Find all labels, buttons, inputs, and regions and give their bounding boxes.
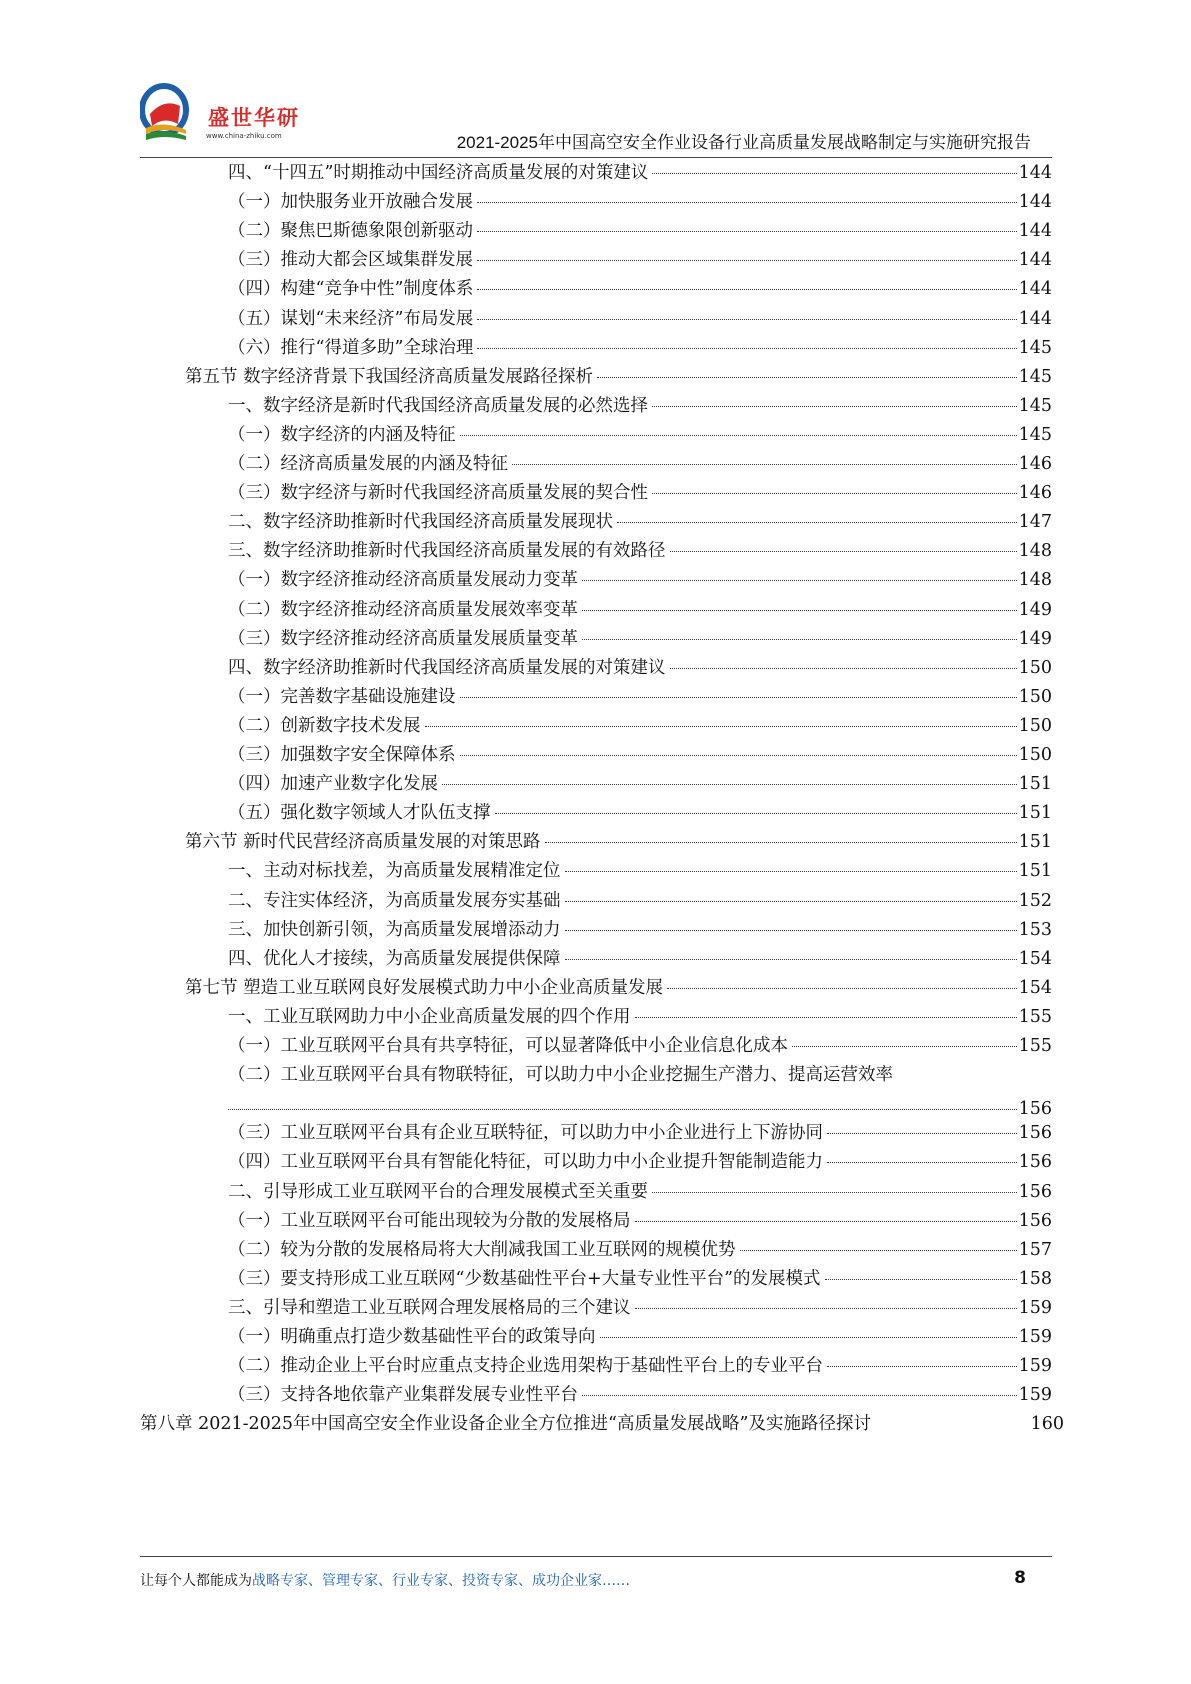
- toc-leader-dots: [477, 348, 1016, 349]
- toc-entry-page: 145: [1018, 337, 1052, 358]
- toc-leader-dots: [652, 493, 1017, 494]
- toc-entry-title: （一）数字经济推动经济高质量发展动力变革: [228, 570, 578, 591]
- toc-leader-dots: [617, 522, 1017, 523]
- toc-entry-page: 156: [1018, 1099, 1052, 1120]
- toc-entry-title: 一、工业互联网助力中小企业高质量发展的四个作用: [228, 1006, 631, 1027]
- toc-entry-title: 二、引导形成工业互联网平台的合理发展模式至关重要: [228, 1181, 648, 1202]
- toc-entry[interactable]: [140, 1412, 1064, 1436]
- toc-entry[interactable]: [228, 1354, 1052, 1378]
- toc-entry-title: 第七节 塑造工业互联网良好发展模式助力中小企业高质量发展: [185, 977, 664, 998]
- toc-leader-dots: [565, 959, 1017, 960]
- toc-entry-page: 147: [1018, 512, 1052, 533]
- toc-entry[interactable]: [228, 161, 1052, 185]
- toc-leader-dots: [635, 1221, 1017, 1222]
- toc-entry[interactable]: [228, 277, 1052, 301]
- logo-name: 盛世华研: [208, 106, 300, 130]
- toc-leader-dots: [565, 871, 1017, 872]
- toc-entry-title: 二、专注实体经济，为高质量发展夯实基础: [228, 890, 561, 911]
- toc-entry-title: （二）经济高质量发展的内涵及特征: [228, 454, 508, 474]
- toc-entry-page: 154: [1018, 977, 1052, 998]
- toc-entry[interactable]: [228, 772, 1052, 796]
- toc-entry-page: 157: [1018, 1239, 1052, 1260]
- toc-entry-title: 二、数字经济助推新时代我国经济高质量发展现状: [228, 512, 613, 533]
- toc-entry-title: 第五节 数字经济背景下我国经济高质量发展路径探析: [185, 366, 594, 387]
- toc-entry[interactable]: [185, 830, 1052, 854]
- toc-entry-title: （四）构建“竞争中性”制度体系: [228, 279, 474, 300]
- toc-leader-dots: [740, 1250, 1017, 1251]
- toc-entry-title: （二）聚焦巴斯德象限创新驱动: [228, 221, 473, 242]
- toc-entry[interactable]: [185, 365, 1052, 389]
- toc-entry-page: 145: [1018, 366, 1052, 387]
- toc-entry[interactable]: [228, 1238, 1052, 1262]
- toc-entry-page: 146: [1018, 454, 1052, 474]
- toc-leader-dots: [827, 1133, 1017, 1134]
- toc-leader-dots: [565, 901, 1017, 902]
- toc-entry-page: 151: [1018, 774, 1052, 795]
- toc-entry-title: （二）推动企业上平台时应重点支持企业选用架构于基础性平台上的专业平台: [228, 1356, 823, 1377]
- toc-entry[interactable]: [228, 1034, 1052, 1058]
- toc-entry[interactable]: [228, 656, 1052, 680]
- toc-entry-page: 151: [1018, 861, 1052, 882]
- toc-entry-page: 149: [1018, 599, 1052, 620]
- toc-entry-title: （一）数字经济的内涵及特征: [228, 424, 456, 445]
- toc-entry[interactable]: [228, 336, 1052, 360]
- toc-leader-dots: [477, 202, 1017, 203]
- toc-entry-title: 四、数字经济助推新时代我国经济高质量发展的对策建议: [228, 657, 666, 678]
- toc-entry-page: 155: [1018, 1006, 1052, 1027]
- report-title: 2021-2025年中国高空安全作业设备行业高质量发展战略制定与实施研究报告: [456, 133, 1031, 152]
- toc-entry[interactable]: [228, 190, 1052, 214]
- toc-entry-title: （二）数字经济推动经济高质量发展效率变革: [228, 599, 578, 620]
- toc-leader-dots: [827, 1366, 1017, 1367]
- toc-entry-title: 三、数字经济助推新时代我国经济高质量发展的有效路径: [228, 541, 666, 562]
- toc-leader-dots: [460, 697, 1017, 698]
- footer-divider: [140, 1556, 1052, 1557]
- toc-entry-page: 151: [1018, 832, 1052, 853]
- toc-entry-page: 148: [1018, 570, 1052, 591]
- toc-entry[interactable]: [228, 248, 1052, 272]
- toc-entry-page: 148: [1018, 541, 1052, 562]
- toc-entry[interactable]: [228, 394, 1052, 418]
- toc-entry-title: （二）工业互联网平台具有物联特征，可以助力中小企业挖掘生产潜力、提高运营效率: [228, 1065, 893, 1086]
- toc-entry-page: 144: [1018, 163, 1052, 183]
- toc-entry-page: 145: [1018, 424, 1052, 445]
- toc-entry-page: 149: [1018, 628, 1052, 649]
- toc-leader-dots: [425, 726, 1017, 727]
- toc-leader-dots: [667, 988, 1017, 989]
- toc-entry-title: （三）数字经济与新时代我国经济高质量发展的契合性: [228, 483, 648, 504]
- toc-entry[interactable]: [228, 1121, 1052, 1145]
- toc-leader-dots: [652, 406, 1017, 407]
- toc-entry-page: 150: [1018, 715, 1052, 736]
- toc-entry-page: 150: [1018, 686, 1052, 707]
- toc-entry-page: 153: [1018, 919, 1052, 940]
- toc-entry[interactable]: [228, 510, 1052, 534]
- toc-entry-title: 一、主动对标找差，为高质量发展精准定位: [228, 861, 561, 882]
- toc-leader-dots: [495, 813, 1017, 814]
- toc-entry-page: 156: [1018, 1181, 1052, 1202]
- toc-entry[interactable]: [228, 423, 1052, 447]
- toc-leader-dots: [825, 1279, 1017, 1280]
- toc-entry-title: （一）完善数字基础设施建设: [228, 686, 456, 707]
- toc-entry-page: 150: [1018, 657, 1052, 678]
- toc-leader-dots: [228, 1109, 1017, 1110]
- toc-leader-dots: [635, 1308, 1017, 1309]
- toc-entry-page: 159: [1018, 1297, 1052, 1318]
- toc-entry-title: （三）支持各地依靠产业集群发展专业性平台: [228, 1385, 578, 1406]
- toc-entry[interactable]: [228, 743, 1052, 767]
- toc-entry[interactable]: [228, 307, 1052, 331]
- toc-entry-title: （一）工业互联网平台可能出现较为分散的发展格局: [228, 1210, 631, 1231]
- toc-leader-dots: [460, 755, 1017, 756]
- toc-entry[interactable]: [228, 714, 1052, 738]
- toc-leader-dots: [582, 580, 1017, 581]
- toc-entry[interactable]: [228, 1267, 1052, 1291]
- toc-entry-title: （二）创新数字技术发展: [228, 715, 421, 736]
- toc-entry-page: 144: [1018, 279, 1052, 300]
- toc-entry-page: 156: [1018, 1123, 1052, 1144]
- toc-leader-dots: [597, 377, 1017, 378]
- toc-entry[interactable]: [228, 1209, 1052, 1233]
- toc-entry-title: 四、“十四五”时期推动中国经济高质量发展的对策建议: [228, 163, 649, 183]
- toc-leader-dots: [477, 319, 1016, 320]
- toc-leader-dots: [460, 435, 1017, 436]
- toc-entry-title: （一）明确重点打造少数基础性平台的政策导向: [228, 1327, 596, 1347]
- toc-entry-title: （一）加快服务业开放融合发展: [228, 192, 473, 213]
- toc-leader-dots: [565, 930, 1017, 931]
- toc-entry-title: （五）强化数字领域人才队伍支撑: [228, 803, 491, 824]
- toc-entry[interactable]: [228, 598, 1052, 622]
- toc-entry-title: 三、加快创新引领，为高质量发展增添动力: [228, 919, 561, 940]
- toc-leader-dots: [582, 610, 1017, 611]
- toc-leader-dots: [652, 173, 1016, 174]
- toc-entry[interactable]: [228, 889, 1052, 913]
- toc-entry[interactable]: [228, 219, 1052, 243]
- page-header: [0, 0, 1191, 160]
- toc-leader-dots: [477, 260, 1017, 261]
- toc-entry-title: 第六节 新时代民营经济高质量发展的对策思路: [185, 832, 541, 853]
- toc-leader-dots: [792, 1046, 1017, 1047]
- toc-entry-page: 156: [1018, 1210, 1052, 1231]
- toc-leader-dots: [670, 668, 1017, 669]
- toc-entry[interactable]: [228, 947, 1052, 971]
- page-footer: [140, 1570, 1052, 1594]
- toc-entry-title: （四）工业互联网平台具有智能化特征，可以助力中小企业提升智能制造能力: [228, 1152, 823, 1173]
- toc-entry-page: 146: [1018, 483, 1052, 504]
- toc-entry-page: 159: [1018, 1385, 1052, 1406]
- toc-leader-dots: [582, 1395, 1017, 1396]
- toc-leader-dots: [512, 464, 1017, 465]
- toc-entry-page: 145: [1018, 395, 1052, 416]
- toc-entry[interactable]: [228, 1063, 1052, 1121]
- toc-entry[interactable]: [228, 1383, 1052, 1407]
- toc-entry[interactable]: [228, 1296, 1052, 1320]
- toc-entry-title: （三）推动大都会区域集群发展: [228, 250, 473, 271]
- toc-entry-title: （四）加速产业数字化发展: [228, 774, 438, 795]
- toc-leader-dots: [442, 784, 1017, 785]
- toc-leader-dots: [477, 231, 1017, 232]
- toc-entry[interactable]: [228, 481, 1052, 505]
- toc-entry[interactable]: [228, 801, 1052, 825]
- toc-leader-dots: [600, 1337, 1017, 1338]
- toc-entry[interactable]: [228, 1005, 1052, 1029]
- logo-url: www.china-zhiku.com: [206, 132, 282, 140]
- toc-entry-title: （三）数字经济推动经济高质量发展质量变革: [228, 628, 578, 649]
- toc-entry[interactable]: [228, 685, 1052, 709]
- toc-entry[interactable]: [228, 918, 1052, 942]
- toc-entry-page: 159: [1018, 1327, 1052, 1347]
- toc-entry-page: 156: [1018, 1152, 1052, 1173]
- toc-entry-page: 158: [1018, 1268, 1052, 1289]
- toc-entry-page: 144: [1018, 250, 1052, 271]
- toc-entry-title: （三）工业互联网平台具有企业互联特征，可以助力中小企业进行上下游协同: [228, 1123, 823, 1144]
- toc-leader-dots: [652, 1192, 1017, 1193]
- toc-entry-page: 154: [1018, 948, 1052, 969]
- toc-entry[interactable]: [228, 1325, 1052, 1349]
- toc-entry-title: （三）要支持形成工业互联网“少数基础性平台+大量专业性平台”的发展模式: [228, 1268, 821, 1289]
- toc-entry[interactable]: [228, 539, 1052, 563]
- toc-leader-dots: [635, 1017, 1017, 1018]
- toc-entry-title: （一）工业互联网平台具有共享特征，可以显著降低中小企业信息化成本: [228, 1036, 788, 1056]
- toc-entry-title: （二）较为分散的发展格局将大大削减我国工业互联网的规模优势: [228, 1239, 736, 1260]
- toc-entry-page: 144: [1018, 192, 1052, 213]
- toc-entry-page: 151: [1018, 803, 1052, 824]
- toc-entry-page: 144: [1018, 221, 1052, 242]
- toc-leader-dots: [582, 639, 1017, 640]
- toc-entry[interactable]: [228, 627, 1052, 651]
- toc-entry-title: 一、数字经济是新时代我国经济高质量发展的必然选择: [228, 395, 648, 416]
- toc-entry[interactable]: [228, 859, 1052, 883]
- toc-entry-page: 155: [1018, 1036, 1052, 1056]
- toc-entry-title: （五）谋划“未来经济”布局发展: [228, 308, 474, 329]
- footer-slogan-roles: 战略专家、管理专家、行业专家、投资专家、成功企业家……: [252, 1573, 630, 1589]
- toc-leader-dots: [545, 842, 1017, 843]
- toc-entry-page: 150: [1018, 745, 1052, 765]
- toc-leader-dots: [477, 289, 1016, 290]
- toc-entry-title: 四、优化人才接续，为高质量发展提供保障: [228, 948, 561, 969]
- toc-entry-page: 159: [1018, 1356, 1052, 1377]
- toc-entry[interactable]: [228, 568, 1052, 592]
- toc-leader-dots: [670, 551, 1017, 552]
- toc-entry-page: 160: [1030, 1414, 1064, 1435]
- toc-entry-page: 152: [1018, 890, 1052, 911]
- toc-entry-page: 144: [1018, 308, 1052, 329]
- toc-entry-title: （三）加强数字安全保障体系: [228, 745, 456, 765]
- toc-leader-dots: [827, 1162, 1017, 1163]
- header-divider: [140, 157, 1052, 158]
- toc-entry[interactable]: [185, 976, 1052, 1000]
- toc-entry-title: 第八章 2021-2025年中国高空安全作业设备企业全方位推进“高质量发展战略”及实施路径探讨: [140, 1414, 871, 1435]
- toc-entry-title: （六）推行“得道多助”全球治理: [228, 337, 474, 358]
- toc-entry-title: 三、引导和塑造工业互联网合理发展格局的三个建议: [228, 1297, 631, 1318]
- footer-slogan-lead: 让每个人都能成为: [140, 1573, 252, 1589]
- page-number: 8: [1014, 1568, 1026, 1588]
- toc-entry[interactable]: [228, 1150, 1052, 1174]
- toc-entry[interactable]: [228, 1180, 1052, 1204]
- toc-entry[interactable]: [228, 452, 1052, 476]
